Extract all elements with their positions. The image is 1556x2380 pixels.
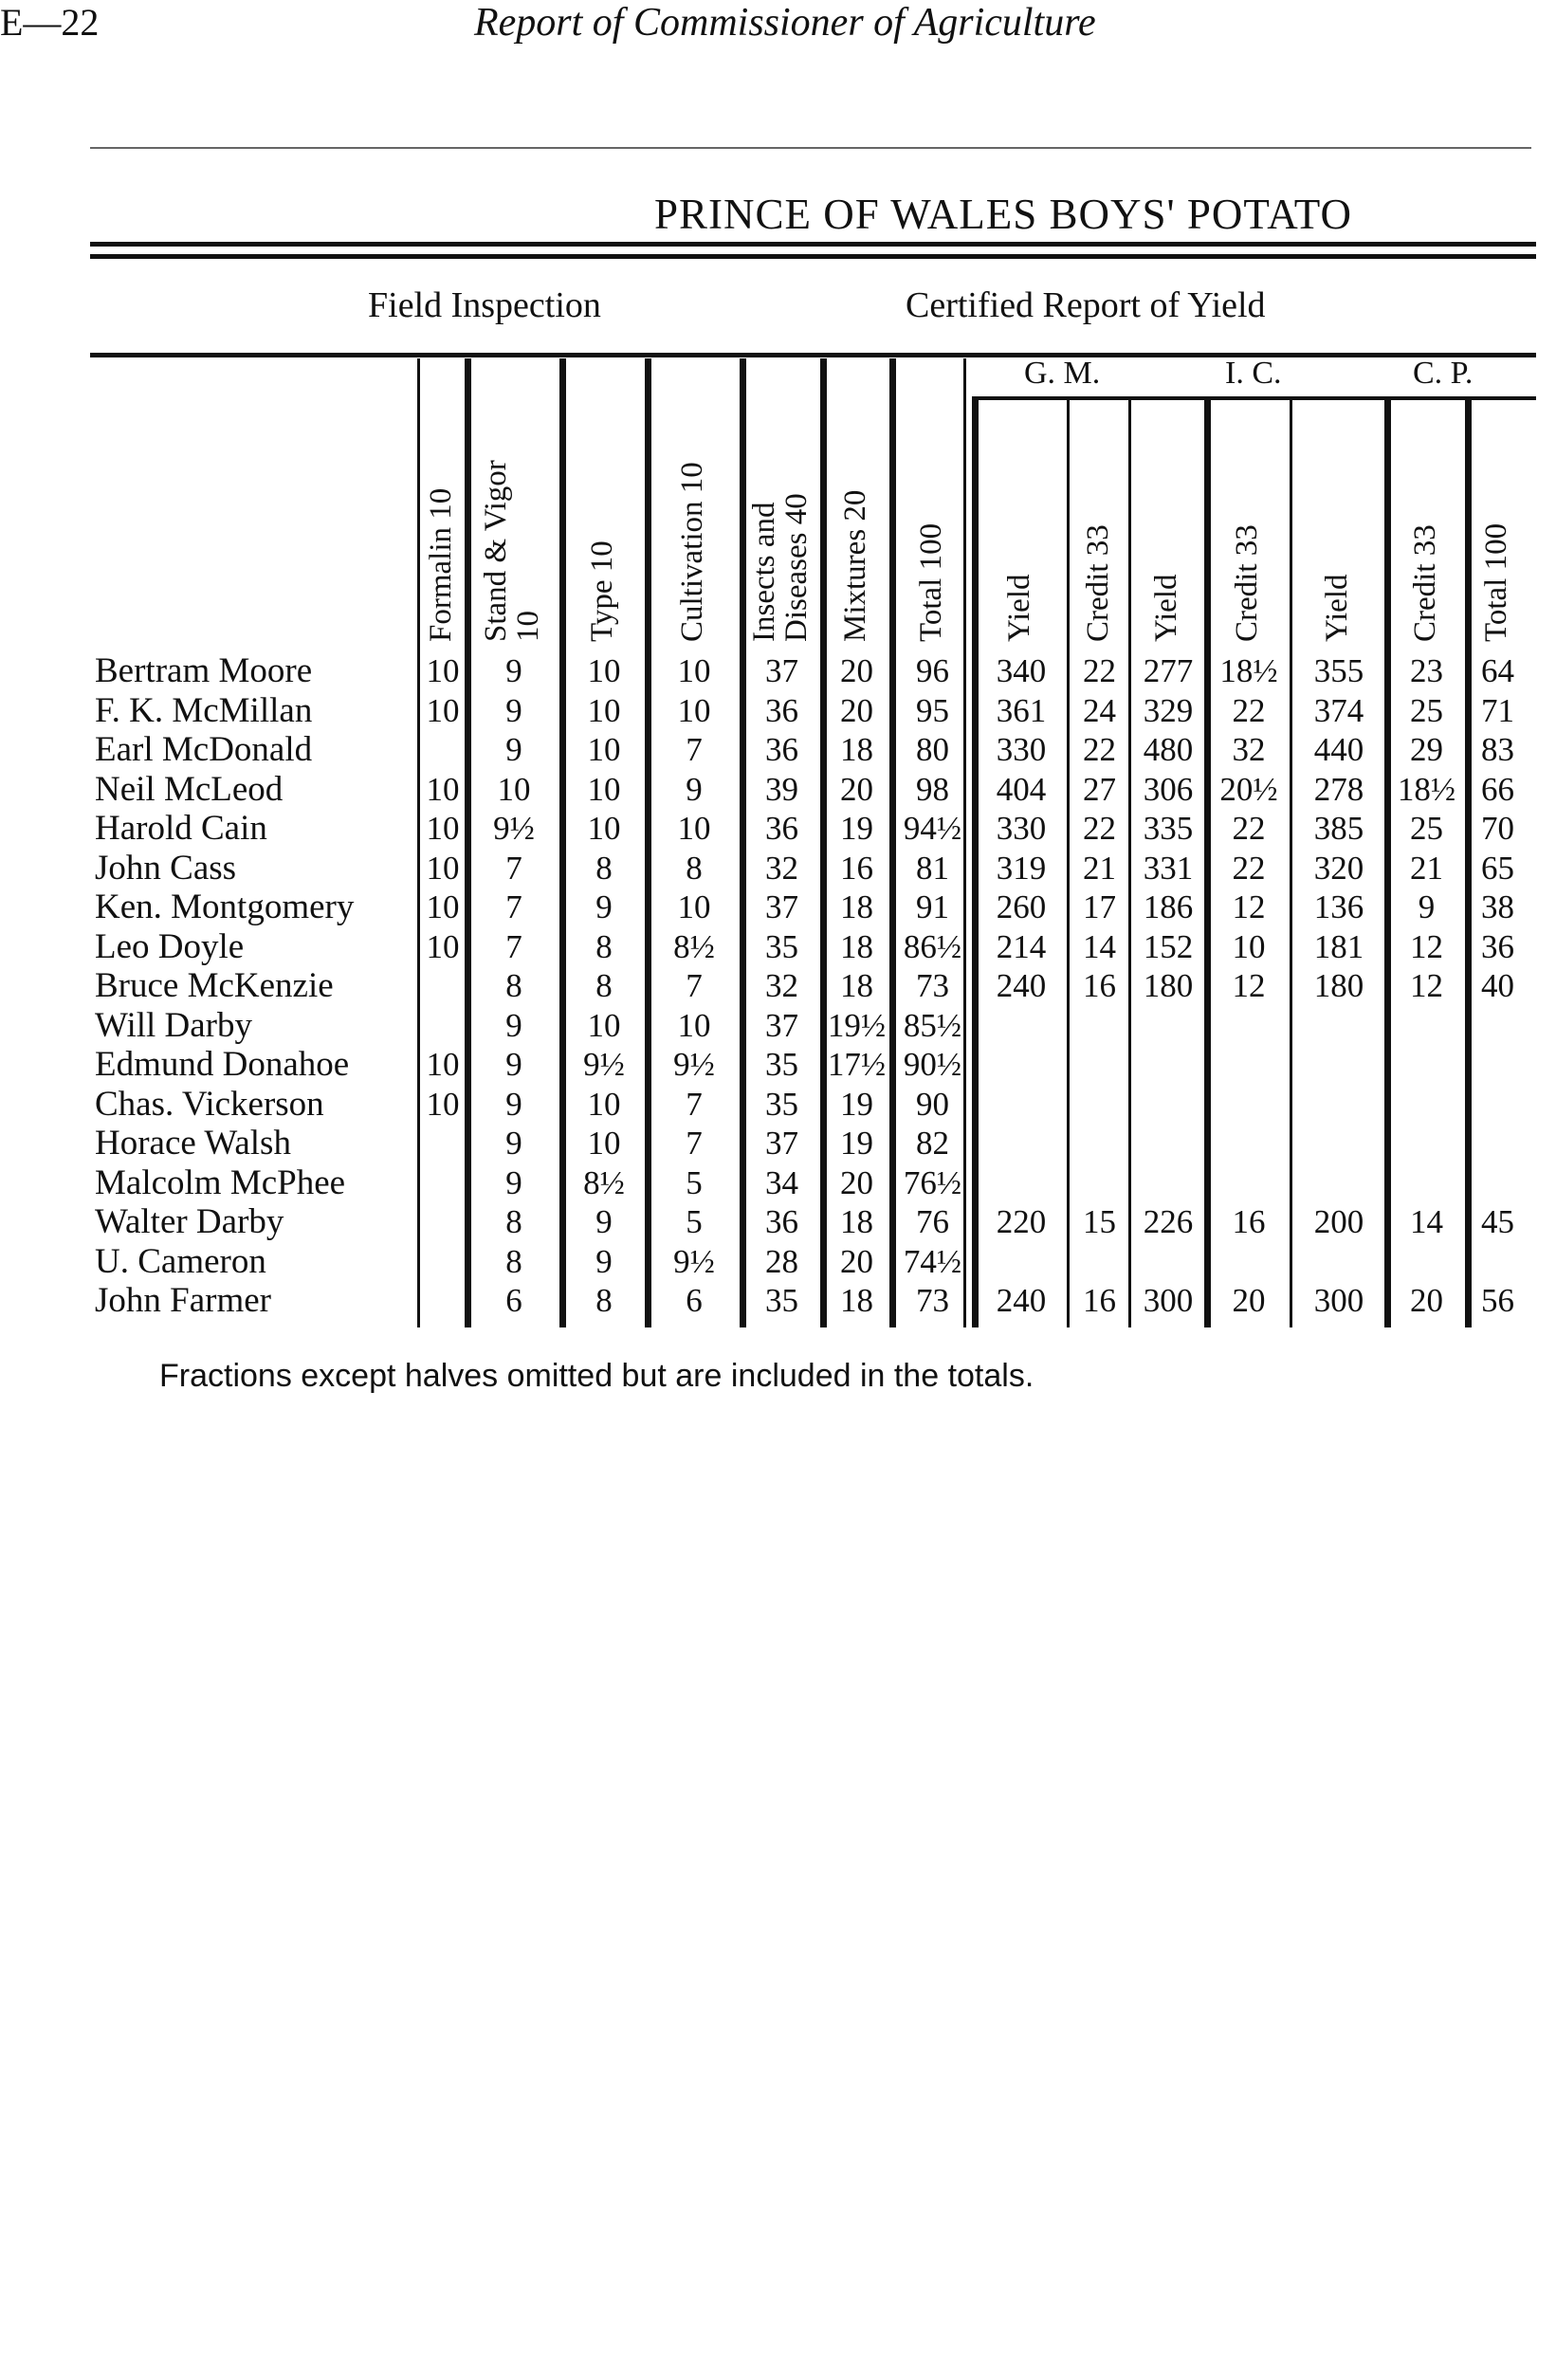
column-header: Credit 33 [1230,524,1264,642]
table-cell: 56 [1481,1282,1514,1319]
table-cell: 32 [765,849,798,887]
table-cell: 10 [1232,927,1266,965]
table-cell: 22 [1083,731,1116,768]
table-cell: 28 [765,1242,798,1280]
table-cell: 18 [840,731,873,768]
subgroup-cp: C. P. [1413,356,1474,391]
table-cell: 81 [916,849,949,887]
column-header: Stand & Vigor 10 [479,460,545,642]
table-cell: 5 [686,1163,703,1201]
row-name: Horace Walsh [95,1124,291,1163]
table-cell: 20 [840,691,873,729]
column-rule [1067,396,1070,1327]
row-name: John Farmer [95,1281,271,1320]
table-cell: 10 [587,652,621,689]
table-cell: 9½ [673,1242,715,1280]
table-cell: 10 [426,927,460,965]
table-cell: 80 [916,731,949,768]
table-cell: 34 [765,1163,798,1201]
table-cell: 36 [765,1203,798,1240]
table-cell: 152 [1143,927,1194,965]
table-cell: 9 [595,1203,613,1240]
table-cell: 85½ [903,1006,962,1044]
row-name: Ken. Montgomery [95,888,355,926]
table-cell: 17 [1083,888,1116,925]
table-cell: 10 [587,1125,621,1162]
table-cell: 94½ [903,810,962,847]
table-cell: 440 [1313,731,1364,768]
table-cell: 10 [426,1046,460,1083]
table-cell: 36 [765,691,798,729]
table-cell: 7 [505,888,522,925]
table-cell: 10 [587,1085,621,1123]
table-cell: 22 [1232,810,1266,847]
table-cell: 25 [1410,691,1443,729]
table-cell: 16 [1083,967,1116,1004]
table-cell: 10 [426,888,460,925]
column-header: Yield [1002,574,1036,642]
table-cell: 20 [1232,1282,1266,1319]
table-cell: 76½ [903,1163,962,1201]
table-cell: 226 [1143,1203,1194,1240]
table-cell: 355 [1313,652,1364,689]
column-header: Cultivation 10 [675,462,709,642]
subgroup-ic: I. C. [1225,356,1282,391]
table-cell: 36 [1481,927,1514,965]
table-cell: 23 [1410,652,1443,689]
table-cell: 335 [1143,810,1194,847]
table-cell: 181 [1313,927,1364,965]
table-cell: 86½ [903,927,962,965]
table-cell: 9 [505,1085,522,1123]
table-cell: 220 [996,1203,1047,1240]
certified-yield-heading: Certified Report of Yield [906,285,1266,325]
table-cell: 329 [1143,691,1194,729]
column-header: Total 100 [913,522,948,642]
column-rule [1290,396,1292,1327]
table-cell: 14 [1410,1203,1443,1240]
row-name: Malcolm McPhee [95,1163,346,1202]
table-cell: 73 [916,967,949,1004]
table-cell: 22 [1083,652,1116,689]
table-cell: 10 [677,1006,711,1044]
table-cell: 9½ [583,1046,625,1083]
table-cell: 7 [686,731,703,768]
row-name: Bertram Moore [95,651,313,690]
field-inspection-heading: Field Inspection [368,285,601,325]
table-cell: 39 [765,770,798,808]
table-cell: 361 [996,691,1047,729]
table-cell: 8 [595,1282,613,1319]
row-name: Edmund Donahoe [95,1045,350,1084]
table-cell: 20 [840,1163,873,1201]
subgroup-gm: G. M. [1024,356,1101,391]
table-cell: 277 [1143,652,1194,689]
table-cell: 8 [505,967,522,1004]
table-cell: 10 [587,770,621,808]
table-cell: 35 [765,1282,798,1319]
table-cell: 16 [840,849,873,887]
table-cell: 15 [1083,1203,1116,1240]
table-cell: 300 [1143,1282,1194,1319]
row-name: John Cass [95,848,237,888]
table-cell: 37 [765,1006,798,1044]
table-cell: 66 [1481,770,1514,808]
row-name: F. K. McMillan [95,690,313,730]
title-rule-top [90,242,1536,247]
table-cell: 29 [1410,731,1443,768]
table-cell: 40 [1481,967,1514,1004]
column-header: Formalin 10 [424,487,458,642]
table-cell: 10 [587,810,621,847]
row-name: Harold Cain [95,809,267,848]
table-cell: 10 [426,1085,460,1123]
table-cell: 9 [595,1242,613,1280]
table-cell: 12 [1232,888,1266,925]
table-cell: 18 [840,888,873,925]
table-cell: 32 [765,967,798,1004]
table-cell: 37 [765,1125,798,1162]
footnote: Fractions except halves omitted but are included in the totals. [159,1358,1034,1394]
table-cell: 9 [505,1046,522,1083]
table-cell: 10 [426,652,460,689]
table-cell: 278 [1313,770,1364,808]
table-cell: 18 [840,967,873,1004]
table-cell: 10 [426,810,460,847]
running-title: Report of Commissioner of Agriculture [474,1,1096,45]
table-cell: 480 [1143,731,1194,768]
table-cell: 22 [1232,691,1266,729]
table-cell: 10 [426,691,460,729]
table-cell: 65 [1481,849,1514,887]
row-name: Bruce McKenzie [95,966,334,1005]
table-cell: 180 [1313,967,1364,1004]
row-name: Walter Darby [95,1202,284,1241]
row-name: Earl McDonald [95,730,313,769]
table-cell: 320 [1313,849,1364,887]
table-cell: 18½ [1219,652,1278,689]
table-cell: 200 [1313,1203,1364,1240]
table-cell: 10 [497,770,531,808]
table-cell: 331 [1143,849,1194,887]
table-cell: 8 [505,1242,522,1280]
header-rule [90,147,1531,149]
table-cell: 90 [916,1085,949,1123]
table-cell: 10 [677,691,711,729]
table-cell: 7 [505,849,522,887]
table-cell: 73 [916,1282,949,1319]
table-cell: 20 [840,770,873,808]
column-header: Credit 33 [1407,524,1442,642]
table-cell: 8 [595,967,613,1004]
row-name: Will Darby [95,1005,252,1045]
title-rule-bottom [90,254,1536,259]
table-cell: 319 [996,849,1047,887]
running-head [0,0,1470,57]
table-cell: 6 [505,1282,522,1319]
table-cell: 38 [1481,888,1514,925]
table-cell: 71 [1481,691,1514,729]
table-cell: 7 [686,1085,703,1123]
table-cell: 91 [916,888,949,925]
table-cell: 45 [1481,1203,1514,1240]
table-cell: 83 [1481,731,1514,768]
column-header: Type 10 [585,540,619,642]
table-cell: 74½ [903,1242,962,1280]
table-cell: 240 [996,967,1047,1004]
table-cell: 20 [1410,1282,1443,1319]
page-number: E—22 [0,1,100,44]
table-cell: 374 [1313,691,1364,729]
row-name: Neil McLeod [95,769,284,809]
table-cell: 95 [916,691,949,729]
table-cell: 5 [686,1203,703,1240]
table-cell: 19½ [827,1006,887,1044]
table-cell: 18 [840,927,873,965]
table-cell: 186 [1143,888,1194,925]
table-cell: 240 [996,1282,1047,1319]
table-cell: 96 [916,652,949,689]
table-cell: 10 [587,731,621,768]
column-header: Yield [1149,574,1183,642]
table-cell: 330 [996,810,1047,847]
table-cell: 9½ [673,1046,715,1083]
table-cell: 10 [426,849,460,887]
table-cell: 18 [840,1282,873,1319]
table-cell: 22 [1083,810,1116,847]
table-cell: 12 [1410,927,1443,965]
table-cell: 35 [765,1046,798,1083]
table-cell: 76 [916,1203,949,1240]
table-cell: 90½ [903,1046,962,1083]
table-cell: 14 [1083,927,1116,965]
table-cell: 25 [1410,810,1443,847]
row-name: U. Cameron [95,1241,266,1281]
table-cell: 19 [840,1125,873,1162]
table-cell: 9 [505,1163,522,1201]
table-cell: 404 [996,770,1047,808]
column-rule [417,358,420,1327]
table-cell: 82 [916,1125,949,1162]
table-cell: 70 [1481,810,1514,847]
column-header: Insects and Diseases 40 [746,493,814,642]
table-cell: 16 [1232,1203,1266,1240]
table-cell: 12 [1232,967,1266,1004]
table-cell: 27 [1083,770,1116,808]
table-cell: 32 [1232,731,1266,768]
table-cell: 10 [677,888,711,925]
table-cell: 9 [505,1006,522,1044]
table-cell: 10 [587,691,621,729]
column-header: Credit 33 [1080,524,1115,642]
table-cell: 19 [840,1085,873,1123]
table-cell: 260 [996,888,1047,925]
table-cell: 340 [996,652,1047,689]
table-cell: 18 [840,1203,873,1240]
table-cell: 16 [1083,1282,1116,1319]
table-cell: 18½ [1397,770,1456,808]
table-title: PRINCE OF WALES BOYS' POTATO [654,191,1352,238]
table-cell: 24 [1083,691,1116,729]
table-cell: 9½ [493,810,535,847]
table-cell: 10 [677,810,711,847]
table-cell: 37 [765,652,798,689]
table-cell: 8½ [673,927,715,965]
table-cell: 8 [505,1203,522,1240]
table-cell: 20 [840,1242,873,1280]
table-cell: 9 [595,888,613,925]
subgroup-rule [977,396,1536,400]
column-header: Total 100 [1478,522,1513,642]
table-cell: 7 [686,967,703,1004]
table-cell: 7 [686,1125,703,1162]
table-cell: 19 [840,810,873,847]
column-rule [1128,396,1131,1327]
table-cell: 6 [686,1282,703,1319]
table-cell: 36 [765,810,798,847]
table-cell: 10 [587,1006,621,1044]
table-cell: 306 [1143,770,1194,808]
table-cell: 7 [505,927,522,965]
table-cell: 21 [1410,849,1443,887]
table-cell: 180 [1143,967,1194,1004]
table-cell: 35 [765,1085,798,1123]
table-cell: 300 [1313,1282,1364,1319]
table-cell: 64 [1481,652,1514,689]
row-name: Leo Doyle [95,926,245,966]
table-cell: 330 [996,731,1047,768]
table-cell: 136 [1313,888,1364,925]
table-cell: 9 [505,652,522,689]
table-cell: 214 [996,927,1047,965]
table-cell: 36 [765,731,798,768]
table-cell: 22 [1232,849,1266,887]
table-cell: 20½ [1219,770,1278,808]
table-cell: 10 [426,770,460,808]
table-cell: 37 [765,888,798,925]
group-heading-rule [90,353,1536,357]
table-cell: 9 [505,731,522,768]
table-cell: 385 [1313,810,1364,847]
table-cell: 20 [840,652,873,689]
table-cell: 8 [595,927,613,965]
table-cell: 8½ [583,1163,625,1201]
table-cell: 9 [505,1125,522,1162]
table-cell: 9 [505,691,522,729]
table-cell: 21 [1083,849,1116,887]
row-name: Chas. Vickerson [95,1084,324,1124]
table-cell: 9 [686,770,703,808]
table-cell: 8 [686,849,703,887]
table-cell: 12 [1410,967,1443,1004]
table-cell: 98 [916,770,949,808]
table-cell: 35 [765,927,798,965]
table-cell: 10 [677,652,711,689]
table-cell: 9 [1418,888,1436,925]
column-header: Mixtures 20 [837,489,872,642]
table-cell: 17½ [827,1046,887,1083]
column-header: Yield [1320,574,1354,642]
table-cell: 8 [595,849,613,887]
